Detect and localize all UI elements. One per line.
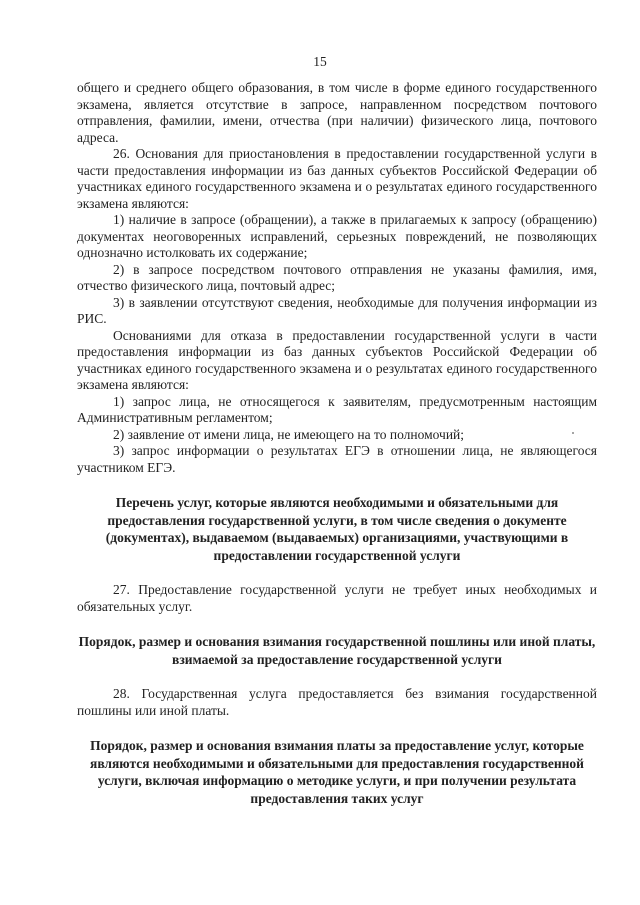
scan-speck: [572, 432, 574, 434]
section-heading-necessary-services: Перечень услуг, которые являются необходимыми и обязательными для предоставления государственной услуги, в том числе сведения о документе (документах), выдаваемом (выдаваемых) организациями, участвующими в предоставлении государственной услуги: [105, 495, 569, 563]
page-body: [77, 80, 597, 807]
page-number: 15: [313, 54, 327, 69]
paragraph-refusal: Основаниями для отказа в предоставлении государственной услуги в части предоставления информации из баз данных субъектов Российской Федерации об участниках единого государственного экзамена и о результатах единого государственного экзамена являются:: [77, 327, 597, 392]
paragraph-continuation: общего и среднего общего образования, в том числе в форме единого государственного экзамена, является отсутствие в запросе, направленном посредством почтового отправления, фамилии, имени, отчества (при наличии) физического лица, почтового адреса.: [77, 80, 597, 145]
paragraph-refusal-item-3: 3) запрос информации о результатах ЕГЭ в отношении лица, не являющегося участником ЕГЭ.: [77, 443, 597, 475]
paragraph-26-item-3: 3) в заявлении отсутствуют сведения, необходимые для получения информации из РИС.: [77, 294, 597, 326]
paragraph-28: 28. Государственная услуга предоставляется без взимания государственной пошлины или иной платы.: [77, 686, 597, 718]
paragraph-27: 27. Предоставление государственной услуги не требует иных необходимых и обязательных услуг.: [77, 582, 597, 614]
section-heading-state-duty: Порядок, размер и основания взимания государственной пошлины или иной платы, взимаемой за предоставление государственной услуги: [78, 634, 596, 667]
section-heading-payment-for-services: Порядок, размер и основания взимания платы за предоставление услуг, которые являются необходимыми и обязательными для предоставления государственной услуги, включая информацию о методике услуги, и при получении результата предоставления таких услуг: [90, 738, 584, 806]
paragraph-26: 26. Основания для приостановления в предоставлении государственной услуги в части предоставления информации из баз данных субъектов Российской Федерации об участниках единого государственного экзамена и о результатах единого государственного экзамена являются:: [77, 146, 597, 211]
paragraph-refusal-item-2: 2) заявление от имени лица, не имеющего на то полномочий;: [113, 426, 465, 442]
paragraph-26-item-1: 1) наличие в запросе (обращении), а также в прилагаемых к запросу (обращению) документах неоговоренных исправлений, серьезных повреждений, не позволяющих однозначно истолковать их содержание;: [77, 212, 597, 260]
paragraph-26-item-2: 2) в запросе посредством почтового отправления не указаны фамилия, имя, отчество физического лица, почтовый адрес;: [77, 261, 597, 293]
paragraph-refusal-item-1: 1) запрос лица, не относящегося к заявителям, предусмотренным настоящим Административным регламентом;: [77, 393, 597, 425]
